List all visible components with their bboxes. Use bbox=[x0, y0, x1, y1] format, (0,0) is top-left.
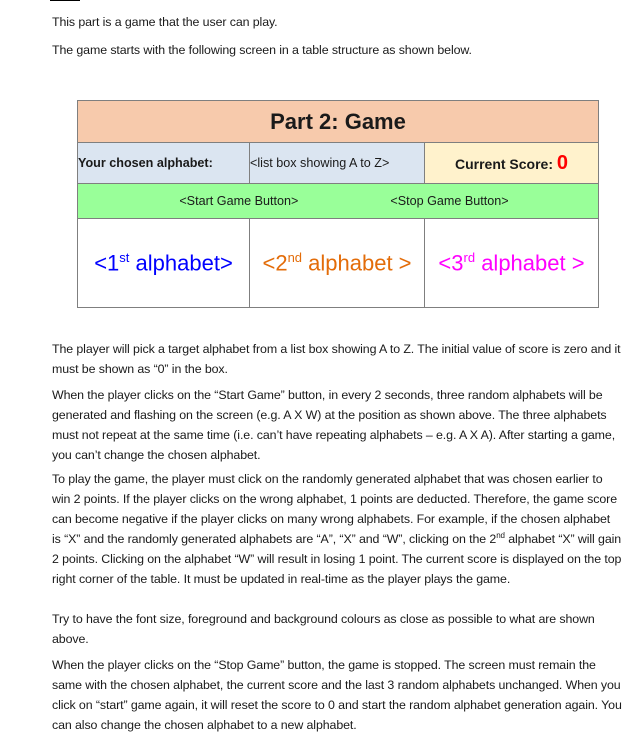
game-table bbox=[77, 100, 599, 308]
chosen-alphabet-label: Your chosen alphabet: bbox=[78, 143, 250, 184]
alphabet-3-cell[interactable]: <3rd alphabet > bbox=[425, 219, 599, 308]
game-title: Part 2: Game bbox=[78, 101, 599, 143]
stop-game-button[interactable]: <Stop Game Button> bbox=[390, 194, 509, 208]
score-label: Current Score: bbox=[454, 155, 557, 172]
intro-line-2: The game starts with the following screen in a table structure as shown below. bbox=[52, 43, 472, 57]
paragraph-rules-3: To play the game, the player must click on the randomly generated alphabet that was chosen earlier to win 2 points. If the player clicks on the wrong alphabet, 1 points are deducted. Therefore, the game score can become negative if the player clicks on many wrong alphabets. For example, if the chosen alphabet is “X” and the randomly generated alphabets are “A”, “X” and “W”, clicking on the 2nd alphabet “X” will gain 2 points. Clicking on the alphabet “W” will result in losing 1 point. The current score is displayed on the top right corner of the table. It must be updated in real-time as the player plays the game. bbox=[52, 472, 622, 586]
button-row bbox=[78, 184, 599, 219]
score-value: 0 bbox=[556, 151, 569, 174]
alphabet-2-cell[interactable]: <2nd alphabet > bbox=[250, 219, 425, 308]
start-game-button[interactable]: <Start Game Button> bbox=[179, 194, 299, 208]
paragraph-rules-5: When the player clicks on the “Stop Game” button, the game is stopped. The screen must remain the same with the chosen alphabet, the current score and the last 3 random alphabets unchanged. When you click on “start” game again, it will reset the score to 0 and start the random alphabet generation again. You can also change the chosen alphabet to a new alphabet. bbox=[52, 658, 622, 732]
paragraph-rules-1: The player will pick a target alphabet from a list box showing A to Z. The initial value of score is zero and it must be shown as “0” in the box. bbox=[52, 342, 621, 376]
intro-line-1: This part is a game that the user can play. bbox=[52, 15, 278, 29]
top-rule bbox=[50, 0, 80, 1]
paragraph-rules-4: Try to have the font size, foreground and background colours as close as possible to what are shown above. bbox=[52, 612, 595, 646]
paragraph-rules-2: When the player clicks on the “Start Game” button, in every 2 seconds, three random alphabets will be generated and flashing on the screen (e.g. A X W) at the position as shown above. The three alphabets must not repeat at the same time (i.e. can’t have repeating alphabets – e.g. A X A). After starting a game, you can’t change the chosen alphabet. bbox=[52, 388, 616, 462]
alphabet-1-cell[interactable]: <1st alphabet> bbox=[78, 219, 250, 308]
current-score bbox=[425, 143, 599, 184]
alphabet-list-box[interactable]: <list box showing A to Z> bbox=[250, 143, 425, 184]
